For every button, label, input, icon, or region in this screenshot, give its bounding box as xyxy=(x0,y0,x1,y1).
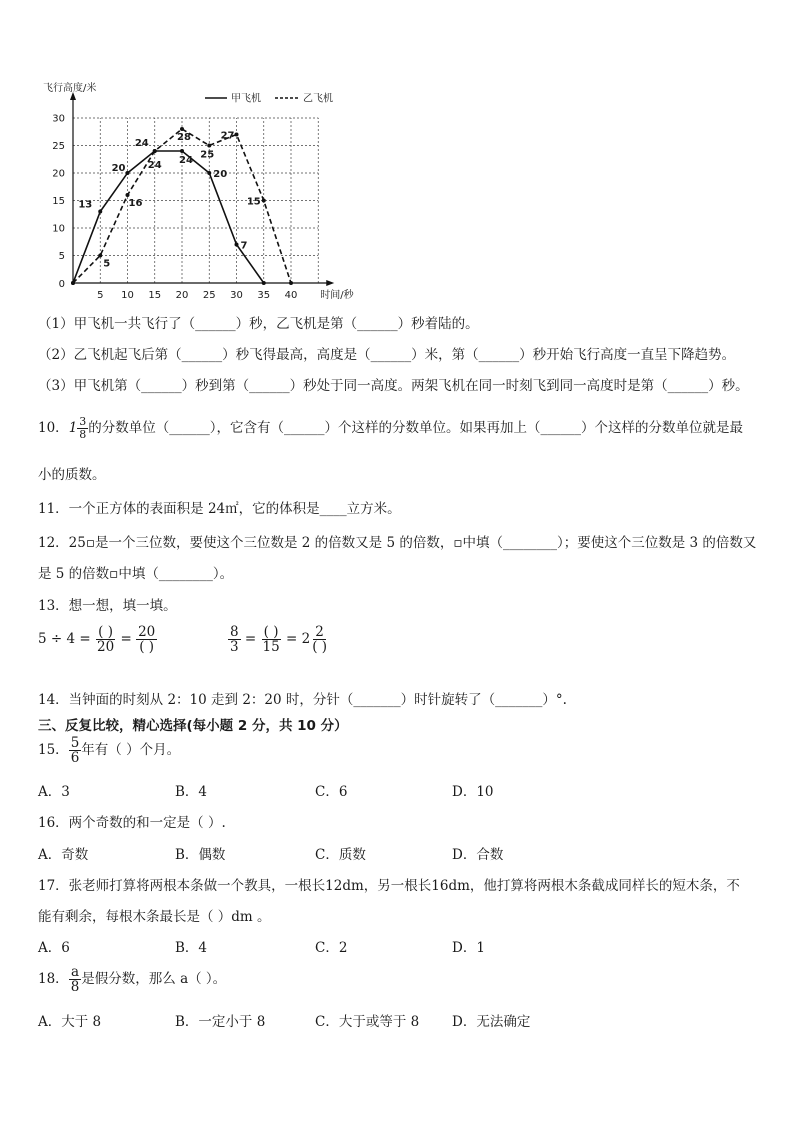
q13-e1-lhs: 5 ÷ 4 = xyxy=(38,631,91,648)
q17-option-b[interactable]: B．4 xyxy=(175,940,208,956)
data-label-yi: 25 xyxy=(200,149,215,161)
q10-fraction-den: 8 xyxy=(79,428,87,441)
y-tick-label: 10 xyxy=(52,223,65,235)
x-tick-label: 25 xyxy=(202,290,216,301)
q13-e2-frac1-den: 15 xyxy=(262,639,280,656)
q13-expr1 xyxy=(38,625,157,654)
q18-fraction-num: a xyxy=(70,964,80,980)
series-line-jia xyxy=(73,151,264,283)
q15-fraction xyxy=(69,736,82,765)
data-point-yi xyxy=(71,281,75,285)
q18-option-b[interactable]: B．一定小于 8 xyxy=(175,1014,266,1030)
q16-option-d[interactable]: D．合数 xyxy=(452,847,504,863)
q10-number: 10． xyxy=(38,420,69,436)
q18-number: 18． xyxy=(38,971,69,988)
data-point-jia xyxy=(262,281,266,285)
legend-label-jia: 甲飞机 xyxy=(231,93,261,105)
q13-e2-frac0 xyxy=(228,625,241,654)
q15-text: 年有（ ）个月。 xyxy=(81,742,181,759)
q18-fraction-den: 8 xyxy=(70,979,80,996)
x-axis-label: 时间/秒 xyxy=(320,290,354,301)
y-tick-label: 20 xyxy=(52,168,65,180)
q15-number: 15． xyxy=(38,742,69,759)
x-tick-label: 20 xyxy=(175,290,189,301)
q13-e2-frac1-num: ( ) xyxy=(263,624,279,640)
q13-e1-frac1-den: 20 xyxy=(96,639,115,656)
y-tick-label: 30 xyxy=(52,113,65,125)
q13-e2-frac2-num: 2 xyxy=(315,624,324,640)
q16-option-b[interactable]: B．偶数 xyxy=(175,847,226,863)
q18-option-a[interactable]: A．大于 8 xyxy=(38,1014,102,1030)
q15-option-c[interactable]: C．6 xyxy=(315,784,348,800)
data-label-jia: 20 xyxy=(111,163,126,174)
y-tick-label: 15 xyxy=(52,196,65,207)
q13-expr2 xyxy=(228,625,329,654)
q13-e2-eq2: = 2 xyxy=(285,631,311,648)
q15-option-d[interactable]: D．10 xyxy=(452,784,494,800)
q17-line1: 17．张老师打算将两根本条做一个教具，一根长12dm，另一根长16dm，他打算将两根木条截成同样长的短木条，不 xyxy=(38,878,740,894)
data-label-jia: 7 xyxy=(240,240,248,252)
x-axis-arrow xyxy=(326,280,334,286)
q17-line2: 能有剩余，每根木条最长是（ ）dm 。 xyxy=(38,909,271,925)
q15-option-b[interactable]: B．4 xyxy=(175,784,208,800)
data-label-yi: 5 xyxy=(103,258,111,270)
x-tick-label: 30 xyxy=(230,290,243,301)
data-label-jia: 24 xyxy=(134,138,149,149)
q17-option-d[interactable]: D．1 xyxy=(452,940,485,956)
data-point-yi xyxy=(98,254,102,258)
data-label-yi: 24 xyxy=(147,160,162,171)
q13-e2-frac0-num: 8 xyxy=(230,624,239,640)
origin-label: 0 xyxy=(58,279,65,290)
q10-fraction xyxy=(77,416,88,440)
q13-e1-eq: = xyxy=(120,631,132,648)
data-point-yi xyxy=(207,144,211,148)
q13-e2-eq1: = xyxy=(244,631,257,648)
y-axis-label: 飞行高度/米 xyxy=(43,83,97,94)
q15-fraction-den: 6 xyxy=(70,750,80,767)
q13-e2-frac2 xyxy=(310,625,329,654)
data-point-jia xyxy=(207,171,211,175)
q9-part1: （1）甲飞机一共飞行了（______）秒，乙飞机是第（______）秒着陆的。 xyxy=(38,316,479,332)
q13-e2-frac2-den: ( ) xyxy=(312,639,328,656)
q13-e1-frac2 xyxy=(136,625,157,654)
data-label-yi: 16 xyxy=(128,198,143,209)
q16-stem: 16．两个奇数的和一定是（ ）. xyxy=(38,815,226,831)
q17-option-c[interactable]: C．2 xyxy=(315,940,348,956)
q10-text1: 的分数单位（______），它含有（______）个这样的分数单位。如果再加上（______）个这样的分数单位就是最 xyxy=(88,420,744,436)
data-label-jia: 20 xyxy=(213,169,228,180)
q12-line2: 是 5 的倍数▫中填（________）。 xyxy=(38,566,234,582)
y-tick-label: 5 xyxy=(58,251,65,262)
data-label-jia: 13 xyxy=(78,199,93,211)
q10-line1 xyxy=(38,416,743,441)
q15-option-a[interactable]: A．3 xyxy=(38,784,70,800)
section3-heading: 三、反复比较，精心选择(每小题 2 分，共 10 分） xyxy=(38,718,348,734)
q13-e1-frac1 xyxy=(95,625,116,654)
data-point-yi xyxy=(153,149,157,153)
q13-e2-frac1 xyxy=(261,625,282,654)
q13-title: 13．想一想，填一填。 xyxy=(38,598,177,614)
q9-part2: （2）乙飞机起飞后第（______）秒飞得最高，高度是（______）米，第（______）秒开始飞行高度一直呈下降趋势。 xyxy=(38,347,736,363)
data-point-yi xyxy=(289,281,293,285)
q13-e1-frac1-num: ( ) xyxy=(98,624,113,640)
data-point-yi xyxy=(126,193,130,197)
data-label-yi: 28 xyxy=(177,132,191,143)
q15-stem xyxy=(38,736,180,765)
q11: 11．一个正方体的表面积是 24㎡，它的体积是____立方米。 xyxy=(38,501,401,517)
data-point-yi xyxy=(262,199,266,203)
q10-whole: 1 xyxy=(68,420,78,436)
q18-text: 是假分数，那么 a（ ）。 xyxy=(81,971,227,988)
data-point-yi xyxy=(180,127,184,131)
x-tick-label: 5 xyxy=(97,290,104,301)
flight-height-chart xyxy=(30,78,360,303)
data-label-jia: 24 xyxy=(179,155,193,166)
data-point-jia xyxy=(180,149,184,153)
q13-e1-frac2-den: ( ) xyxy=(139,639,155,656)
data-point-yi xyxy=(235,133,239,137)
q18-option-c[interactable]: C．大于或等于 8 xyxy=(315,1014,420,1030)
data-point-jia xyxy=(126,171,130,175)
q12-line1: 12．25▫是一个三位数，要使这个三位数是 2 的倍数又是 5 的倍数，▫中填（________）；要使这个三位数是 3 的倍数又 xyxy=(38,535,757,551)
legend-label-yi: 乙飞机 xyxy=(303,93,333,105)
q18-fraction xyxy=(69,965,82,994)
q10-fraction-num: 3 xyxy=(79,415,87,429)
q18-option-d[interactable]: D．无法确定 xyxy=(452,1014,531,1030)
data-label-yi: 27 xyxy=(220,130,235,142)
q9-part3: （3）甲飞机第（______）秒到第（______）秒处于同一高度。两架飞机在同一时刻飞到同一高度时是第（______）秒。 xyxy=(38,378,749,394)
q13-e2-frac0-den: 3 xyxy=(230,639,239,656)
x-tick-label: 35 xyxy=(257,290,271,301)
data-point-jia xyxy=(98,210,102,214)
x-tick-label: 10 xyxy=(121,290,134,301)
q18-stem xyxy=(38,965,226,994)
data-label-yi: 15 xyxy=(246,196,261,208)
q15-fraction-num: 5 xyxy=(70,735,80,751)
q13-e1-frac2-num: 20 xyxy=(138,624,156,640)
q14: 14．当钟面的时刻从 2：10 走到 2：20 时，分针（_______）时针旋转了（_______）°. xyxy=(38,692,567,708)
q10-line2: 小的质数。 xyxy=(38,467,106,483)
x-tick-label: 40 xyxy=(284,290,298,301)
y-tick-label: 25 xyxy=(52,141,65,152)
q17-option-a[interactable]: A．6 xyxy=(38,940,70,956)
q16-option-a[interactable]: A．奇数 xyxy=(38,847,89,863)
x-tick-label: 15 xyxy=(148,290,162,301)
data-point-jia xyxy=(235,243,239,247)
q16-option-c[interactable]: C．质数 xyxy=(315,847,366,863)
